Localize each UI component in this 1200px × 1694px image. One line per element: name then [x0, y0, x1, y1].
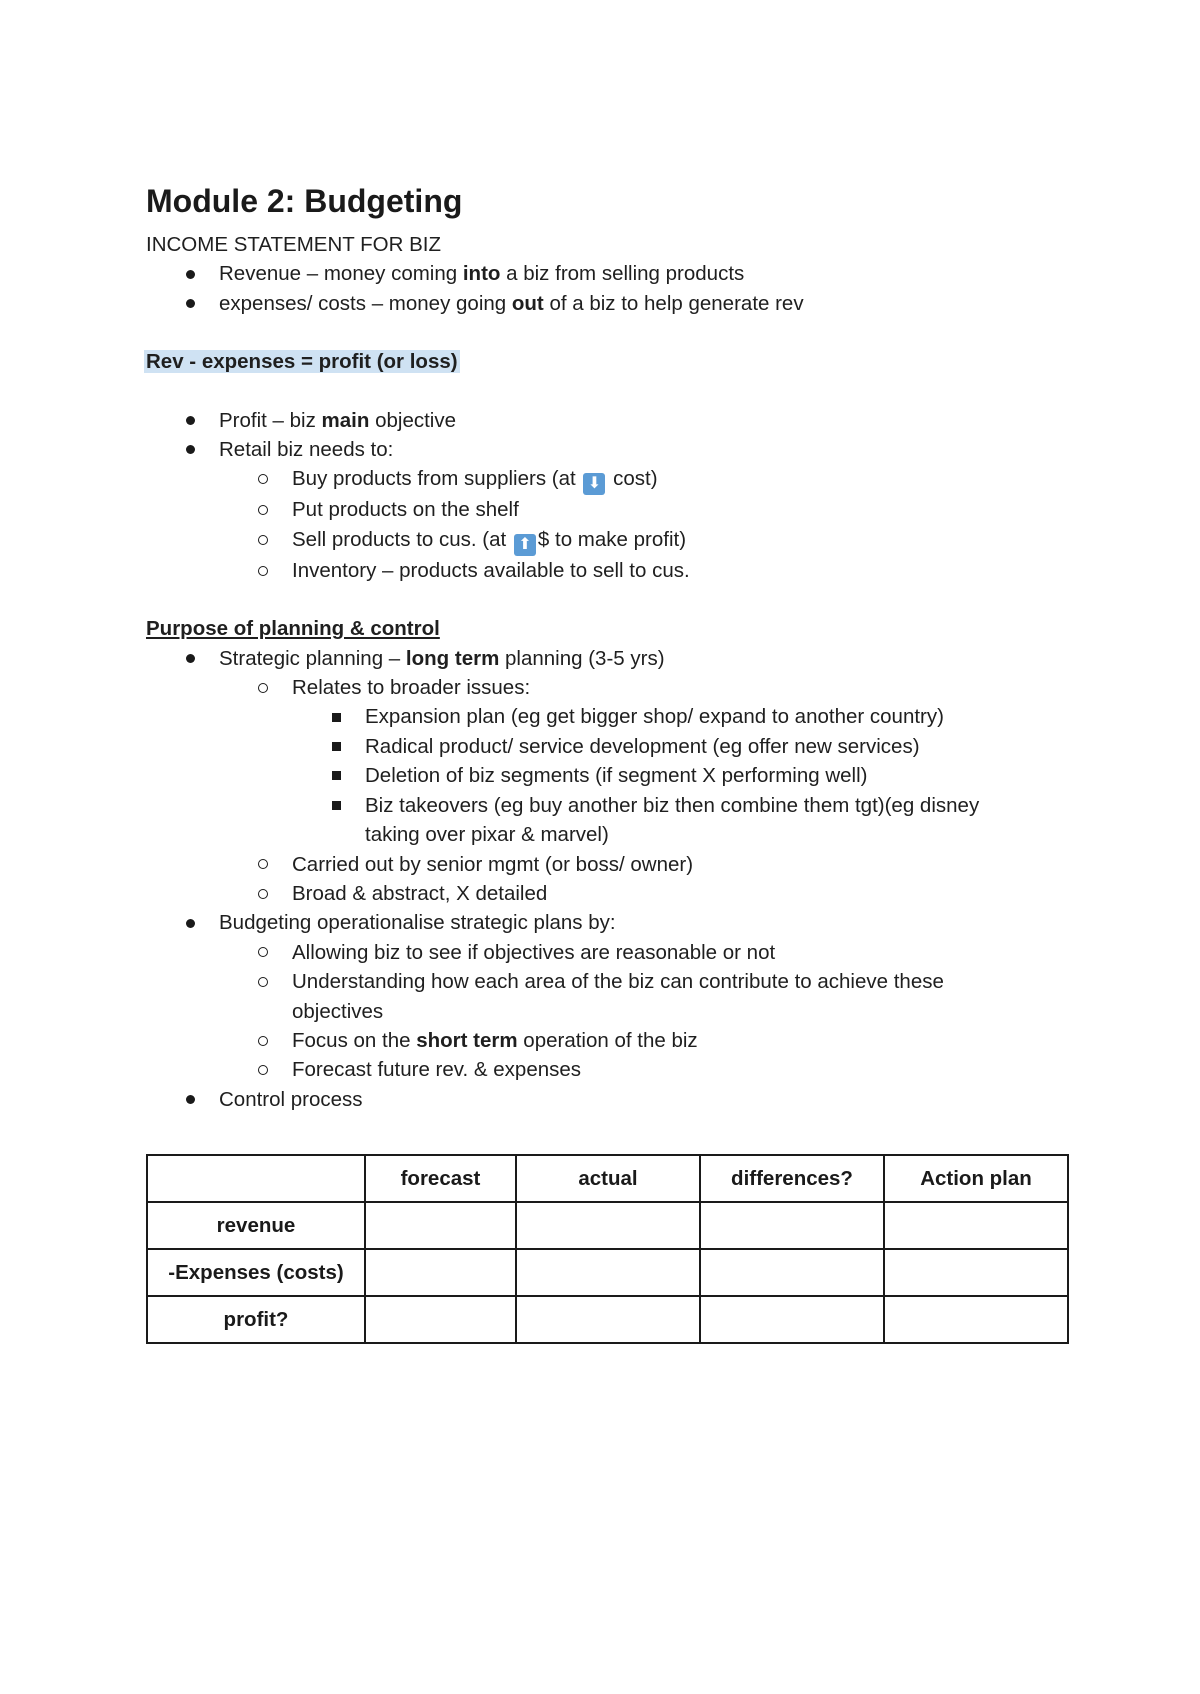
profit-list	[146, 406, 1066, 586]
list-item: Carried out by senior mgmt (or boss/ owner)	[219, 850, 1066, 879]
circle-bullet-icon	[258, 505, 268, 515]
table-header-cell: Action plan	[884, 1155, 1068, 1202]
row-label-cell: revenue	[147, 1202, 365, 1249]
budgeting-sublist	[146, 938, 1066, 1085]
list-item: Focus on the short term operation of the biz	[219, 1026, 1066, 1055]
square-bullet-icon	[332, 713, 341, 722]
circle-bullet-icon	[258, 947, 268, 957]
list-item: Buy products from suppliers (at ⬇ cost)	[219, 464, 1066, 495]
table-cell	[700, 1202, 884, 1249]
list-item: Budgeting operationalise strategic plans by: Allowing biz to see if objectives are reasonable or not Understanding how each area of the biz can contribute to achieve these objectives Focus on the short term operation of the biz Forecast future rev. & expenses	[146, 908, 1066, 1084]
circle-bullet-icon	[258, 889, 268, 899]
list-item: Revenue – money coming into a biz from selling products	[146, 259, 1066, 288]
bullet-icon	[186, 919, 195, 928]
strategic-sublist	[146, 673, 1066, 908]
list-item: Allowing biz to see if objectives are reasonable or not	[219, 938, 1066, 967]
table-cell	[516, 1249, 700, 1296]
list-item: Radical product/ service development (eg offer new services)	[292, 732, 1066, 761]
table-cell	[365, 1296, 516, 1343]
table-cell	[884, 1249, 1068, 1296]
income-statement-heading: INCOME STATEMENT FOR BIZ	[146, 233, 441, 256]
list-item: Strategic planning – long term planning (3-5 yrs) Relates to broader issues: Expansion plan (eg get bigger shop/ expand to another country) Radical product/ service development (eg offer new services) Deletion of biz segments (if segment X performing well) Biz takeovers (eg buy another biz then combine them tgt)(eg disney taking over pixar & marvel) Carried out by senior mgmt (or boss/ owner) Broad & abstract, X detailed	[146, 644, 1066, 909]
list-item: Control process	[146, 1085, 1066, 1114]
list-item: Deletion of biz segments (if segment X performing well)	[292, 761, 1066, 790]
circle-bullet-icon	[258, 859, 268, 869]
list-item: Expansion plan (eg get bigger shop/ expand to another country)	[292, 702, 1066, 731]
circle-bullet-icon	[258, 474, 268, 484]
bullet-icon	[186, 270, 195, 279]
table-cell	[516, 1296, 700, 1343]
bullet-icon	[186, 416, 195, 425]
circle-bullet-icon	[258, 566, 268, 576]
table-row	[147, 1296, 1068, 1343]
row-label-cell: profit?	[147, 1296, 365, 1343]
list-item: Forecast future rev. & expenses	[219, 1055, 1066, 1084]
table-row	[147, 1249, 1068, 1296]
list-item: Inventory – products available to sell to cus.	[219, 556, 1066, 585]
list-item: Relates to broader issues: Expansion plan (eg get bigger shop/ expand to another country) Radical product/ service development (eg offer new services) Deletion of biz segments (if segment X performing well) Biz takeovers (eg buy another biz then combine them tgt)(eg disney taking over pixar & marvel)	[219, 673, 1066, 849]
list-item: Retail biz needs to: Buy products from suppliers (at ⬇ cost) Put products on the shelf Sell products to cus. (at ⬆ $ to make profit) Inventory – products available to sell to cus.	[146, 435, 1066, 585]
table-header-cell	[147, 1155, 365, 1202]
bullet-icon	[186, 654, 195, 663]
list-item: Profit – biz main objective	[146, 406, 1066, 435]
bullet-icon	[186, 445, 195, 454]
issues-sublist	[292, 702, 1066, 849]
retail-sublist	[146, 464, 1066, 585]
table-header-cell: forecast	[365, 1155, 516, 1202]
square-bullet-icon	[332, 801, 341, 810]
table-cell	[884, 1202, 1068, 1249]
list-item: Understanding how each area of the biz can contribute to achieve these objectives	[219, 967, 1066, 1026]
planning-heading: Purpose of planning & control	[146, 617, 440, 641]
list-item: Sell products to cus. (at ⬆ $ to make profit)	[219, 525, 1066, 556]
circle-bullet-icon	[258, 977, 268, 987]
control-process-table	[146, 1154, 1069, 1344]
circle-bullet-icon	[258, 1065, 268, 1075]
circle-bullet-icon	[258, 535, 268, 545]
bullet-icon	[186, 299, 195, 308]
table-cell	[365, 1202, 516, 1249]
down-arrow-icon: ⬇	[583, 473, 605, 495]
planning-list	[146, 644, 1066, 1115]
document-page	[146, 178, 1066, 1114]
square-bullet-icon	[332, 771, 341, 780]
table-header-cell: differences?	[700, 1155, 884, 1202]
table-cell	[884, 1296, 1068, 1343]
list-item: Broad & abstract, X detailed	[219, 879, 1066, 908]
table-header-row	[147, 1155, 1068, 1202]
page-title: Module 2: Budgeting	[146, 183, 463, 219]
circle-bullet-icon	[258, 1036, 268, 1046]
list-item: expenses/ costs – money going out of a biz to help generate rev	[146, 289, 1066, 318]
income-statement-list	[146, 259, 1066, 318]
square-bullet-icon	[332, 742, 341, 751]
bullet-icon	[186, 1095, 195, 1104]
table-cell	[516, 1202, 700, 1249]
table-cell	[700, 1249, 884, 1296]
table-cell	[700, 1296, 884, 1343]
circle-bullet-icon	[258, 683, 268, 693]
table-cell	[365, 1249, 516, 1296]
table-row	[147, 1202, 1068, 1249]
up-arrow-icon: ⬆	[514, 534, 536, 556]
table-header-cell: actual	[516, 1155, 700, 1202]
formula-highlight: Rev - expenses = profit (or loss)	[146, 350, 458, 374]
list-item: Biz takeovers (eg buy another biz then combine them tgt)(eg disney taking over pixar & marvel)	[292, 791, 1066, 850]
row-label-cell: -Expenses (costs)	[147, 1249, 365, 1296]
list-item: Put products on the shelf	[219, 495, 1066, 524]
